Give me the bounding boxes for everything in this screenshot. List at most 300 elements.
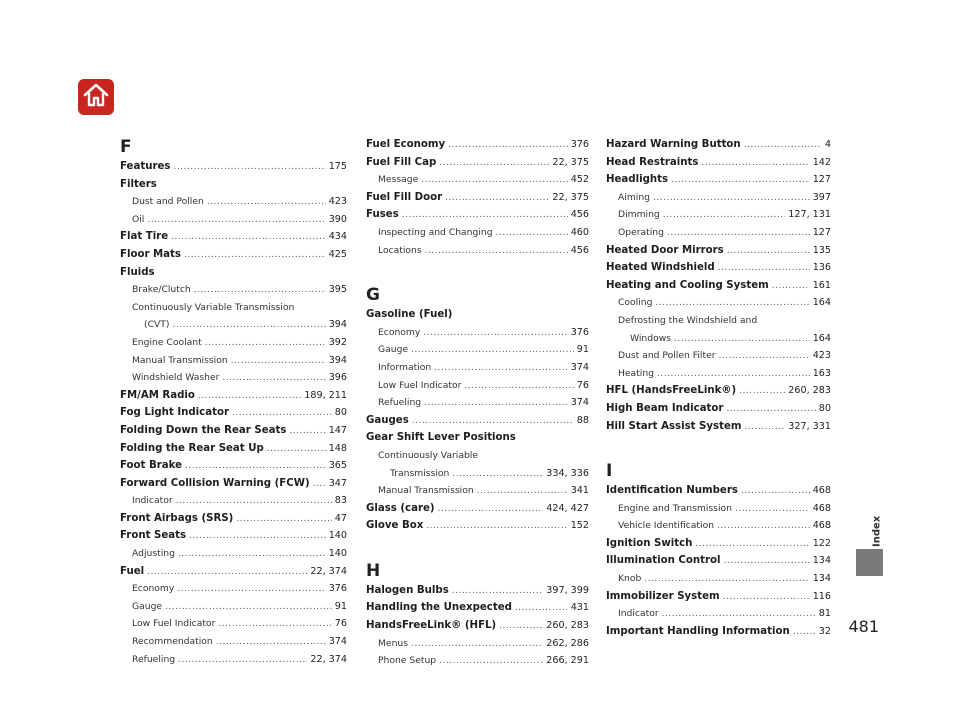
entry-label: Inspecting and Changing [378,226,493,238]
entry-label: Foot Brake [120,460,183,472]
dot-leader [231,353,326,371]
page-reference-link[interactable]: 164 [812,332,831,344]
index-entry[interactable] [120,387,347,405]
entry-label: Message [378,174,419,186]
section-letter: I [606,461,613,482]
index-subentry[interactable] [606,570,831,588]
page-reference-link[interactable]: 431 [570,602,589,614]
page-reference-link[interactable]: 376 [570,139,589,150]
page-reference-link[interactable]: 395 [328,284,347,296]
entry-label: Glass (care) [366,502,435,514]
page-reference-link[interactable]: 262, 286 [546,637,589,649]
page-reference-link[interactable]: 152 [570,520,589,532]
dot-leader [172,317,325,335]
page-reference-link[interactable]: 425 [328,248,347,260]
section-spacer [366,259,589,284]
index-entry[interactable] [606,259,831,277]
page-reference-link[interactable]: 189, 211 [304,389,347,401]
entry-label: Menus [378,637,409,649]
entry-label: Gauge [378,344,409,356]
dot-leader [421,172,567,190]
dot-leader [452,583,544,601]
dot-leader [402,207,568,225]
index-entry[interactable] [606,242,831,260]
page-reference-link[interactable]: 91 [576,344,589,356]
entry-label: Headlights [606,174,669,186]
entry-label: Manual Transmission [132,354,228,366]
page-reference-link[interactable]: 81 [818,608,831,620]
entry-label: Low Fuel Indicator [378,379,462,391]
dot-leader [499,618,543,636]
index-subentry [120,299,347,317]
entry-label: Folding the Rear Seat Up [120,442,264,454]
entry-label: Refueling [378,397,422,409]
page-reference-link[interactable]: 32 [818,625,831,637]
dot-leader [439,155,549,173]
dot-leader [178,546,326,564]
page-reference-link[interactable]: 22, 375 [552,156,589,168]
entry-label: Manual Transmission [378,485,474,497]
index-subentry[interactable] [366,482,589,500]
index-subentry[interactable] [606,365,831,383]
page-reference-link[interactable]: 460 [570,226,589,238]
index-entry[interactable] [606,552,831,570]
index-entry[interactable] [120,228,347,246]
index-subentry[interactable] [606,224,831,242]
entry-label: Halogen Bulbs [366,584,449,596]
entry-label: Refueling [132,653,176,665]
dot-leader [267,441,326,459]
page-reference-link[interactable]: 134 [812,555,831,567]
index-entry[interactable] [606,418,831,436]
page-reference-link[interactable]: 266, 291 [546,655,589,667]
dot-leader [171,229,326,247]
index-tab-block[interactable] [856,549,883,576]
page-reference-link[interactable]: 424, 427 [546,502,589,514]
entry-label: Windows [630,332,672,344]
page-reference-link[interactable]: 423 [812,350,831,362]
index-subentry[interactable] [606,189,831,207]
page-reference-link[interactable]: 341 [570,485,589,497]
index-entry[interactable] [606,171,831,189]
entry-label: Dust and Pollen Filter [618,350,716,362]
index-entry[interactable] [366,517,589,535]
page-reference-link[interactable]: 91 [334,600,347,612]
dot-leader [735,501,810,519]
entry-label: Gauge [132,600,163,612]
index-entry[interactable] [120,440,347,458]
entry-label: Folding Down the Rear Seats [120,424,287,436]
page-reference-link[interactable]: 365 [328,460,347,472]
index-entry[interactable] [120,422,347,440]
page-reference-link[interactable]: 22, 375 [552,191,589,203]
page-reference-link[interactable]: 374 [570,397,589,409]
dot-leader [222,370,325,388]
entry-label: Dimming [618,209,660,221]
dot-leader [147,212,325,230]
page-reference-link[interactable]: 136 [812,262,831,274]
index-entry[interactable] [606,482,831,500]
page-reference-link[interactable]: 394 [328,354,347,366]
page-reference-link[interactable]: 76 [334,618,347,630]
entry-label: Low Fuel Indicator [132,618,216,630]
page-reference-link[interactable]: 147 [328,424,347,436]
dot-leader [412,413,574,431]
index-subentry[interactable] [120,651,347,669]
entry-label: Fuses [366,209,399,221]
index-entry[interactable] [366,617,589,635]
page-reference-link[interactable]: 376 [328,583,347,595]
entry-label: Dust and Pollen [132,196,204,208]
entry-label: Knob [618,573,642,585]
index-entry[interactable] [120,246,347,264]
dot-leader [671,172,810,190]
page-reference-link[interactable]: 397 [812,191,831,203]
entry-label: Indicator [618,608,659,620]
page-reference-link[interactable]: 468 [812,502,831,514]
dot-leader [515,600,568,618]
entry-label: Important Handling Information [606,625,790,637]
entry-label: HFL (HandsFreeLink®) [606,385,737,397]
entry-label: Head Restraints [606,156,699,168]
page-reference-link[interactable]: 423 [328,196,347,208]
dot-leader [739,383,785,401]
entry-label: Gauges [366,414,409,426]
page-reference-link[interactable]: 116 [812,590,831,602]
dot-leader [657,366,810,384]
entry-label: Windshield Washer [132,372,220,384]
dot-leader [424,395,568,413]
index-subentry[interactable] [606,605,831,623]
dot-leader [793,624,816,642]
dot-leader [207,194,326,212]
entry-label: Recommendation [132,636,213,648]
entry-label: Engine Coolant [132,336,202,348]
dot-leader [464,378,573,396]
home-icon [82,82,110,112]
page-reference-link[interactable]: 4 [824,139,831,150]
dot-leader [313,476,326,494]
dot-leader [448,137,568,155]
section-spacer [606,435,831,460]
index-subentry[interactable] [606,517,831,535]
entry-label: Glove Box [366,520,424,532]
dot-leader [438,501,544,519]
dot-leader [194,282,326,300]
entry-label: Ignition Switch [606,537,693,549]
dot-leader [411,342,574,360]
page-reference-link[interactable]: 22, 374 [310,565,347,577]
index-entry[interactable] [606,535,831,553]
index-subentry [366,447,589,465]
page-reference-link[interactable]: 140 [328,530,347,542]
entry-label: Oil [132,213,145,225]
entry-label: Defrosting the Windshield and [618,314,758,326]
page-reference-link[interactable]: 376 [570,326,589,338]
dot-leader [176,493,332,511]
dot-leader [147,564,307,582]
page-reference-link[interactable]: 468 [812,485,831,497]
index-subentry[interactable] [366,359,589,377]
index-subentry[interactable] [120,211,347,229]
page-reference-link[interactable]: 83 [334,495,347,507]
index-subentry[interactable] [606,206,831,224]
index-entry[interactable] [606,588,831,606]
entry-label: Indicator [132,495,173,507]
dot-leader [452,466,543,484]
index-subentry[interactable] [120,545,347,563]
index-entry [366,429,589,447]
index-subentry[interactable] [120,615,347,633]
dot-leader [165,599,332,617]
index-entry[interactable] [606,277,831,295]
section-spacer [366,535,589,560]
page-reference-link[interactable]: 334, 336 [546,467,589,479]
page-reference-link[interactable]: 161 [812,279,831,291]
page-reference-link[interactable]: 390 [328,213,347,225]
index-subentry[interactable] [120,598,347,616]
entry-label: Gasoline (Fuel) [366,309,453,321]
index-column-2 [366,136,589,670]
page-reference-link[interactable]: 456 [570,209,589,221]
index-entry[interactable] [606,400,831,418]
page-reference-link[interactable]: 47 [334,512,347,524]
index-entry[interactable] [120,510,347,528]
entry-label: Forward Collision Warning (FCW) [120,477,310,489]
entry-label: Immobilizer System [606,590,720,602]
dot-leader [726,401,815,419]
dot-leader [439,653,543,671]
entry-label: Filters [120,178,157,190]
index-entry[interactable] [120,527,347,545]
dot-leader [717,518,810,536]
dot-leader [205,335,326,353]
page-reference-link[interactable]: 434 [328,231,347,243]
index-entry[interactable] [120,158,347,176]
page-reference-link[interactable]: 327, 331 [788,420,831,432]
dot-leader [434,360,568,378]
dot-leader [173,159,325,177]
dot-leader [198,388,301,406]
entry-label: Heating [618,367,655,379]
dot-leader [745,419,786,437]
index-entry[interactable] [366,412,589,430]
page-reference-link[interactable]: 122 [812,537,831,549]
page-reference-link[interactable]: 22, 374 [310,653,347,665]
section-letter: G [366,285,380,306]
page-reference-link[interactable]: 140 [328,548,347,560]
dot-leader [695,536,809,554]
dot-leader [411,636,543,654]
entry-label: Illumination Control [606,555,721,567]
dot-leader [723,589,810,607]
index-subentry[interactable] [606,500,831,518]
page-reference-link[interactable]: 260, 283 [788,385,831,397]
entry-label: Economy [132,583,175,595]
page-reference-link[interactable]: 148 [328,442,347,454]
entry-label: Fuel Economy [366,139,446,150]
entry-label: Vehicle Identification [618,520,715,532]
page-reference-link[interactable]: 374 [328,636,347,648]
index-subentry[interactable] [120,281,347,299]
index-subentry[interactable] [366,242,589,260]
page-reference-link[interactable]: 347 [328,477,347,489]
dot-leader [741,483,810,501]
entry-label: Heated Door Mirrors [606,244,724,256]
dot-leader [744,137,822,155]
index-entry[interactable] [120,404,347,422]
entry-label: Fluids [120,266,155,278]
page-reference-link[interactable]: 142 [812,156,831,168]
dot-leader [177,581,325,599]
dot-leader [719,348,810,366]
index-entry[interactable] [366,189,589,207]
index-entry[interactable] [366,136,589,154]
entry-label: Features [120,161,171,172]
index-entry [120,264,347,282]
index-subentry[interactable] [366,341,589,359]
entry-label: Transmission [390,467,450,479]
entry-label: Cooling [618,297,653,309]
index-entry[interactable] [120,457,347,475]
index-entry[interactable] [120,563,347,581]
index-entry[interactable] [366,582,589,600]
index-subentry[interactable] [120,316,347,334]
entry-label: Front Seats [120,530,187,542]
page-reference-link[interactable]: 456 [570,244,589,256]
index-subentry[interactable] [120,580,347,598]
dot-leader [236,511,331,529]
page-reference-link[interactable]: 135 [812,244,831,256]
index-column-3 [606,136,831,640]
page-reference-link[interactable]: 164 [812,297,831,309]
index-subentry[interactable] [606,347,831,365]
index-entry [120,176,347,194]
index-entry[interactable] [366,154,589,172]
page-reference-link[interactable]: 394 [328,319,347,331]
page-reference-link[interactable]: 127 [812,174,831,186]
entry-label: Operating [618,226,664,238]
index-entry[interactable] [606,382,831,400]
dot-leader [425,243,568,261]
page-number: 481 [848,617,879,636]
index-entry[interactable] [366,599,589,617]
index-subentry[interactable] [120,492,347,510]
dot-leader [423,325,567,343]
section-letter: H [366,560,381,581]
index-subentry[interactable] [606,294,831,312]
page-reference-link[interactable]: 127, 131 [788,209,831,221]
dot-leader [184,247,326,265]
page-reference-link[interactable]: 76 [576,379,589,391]
index-entry[interactable] [366,206,589,224]
entry-label: Fog Light Indicator [120,407,229,419]
index-subentry[interactable] [366,465,589,483]
index-subentry[interactable] [120,369,347,387]
index-subentry[interactable] [366,377,589,395]
dot-leader [289,423,325,441]
dot-leader [663,207,786,225]
dot-leader [667,225,810,243]
entry-label: Front Airbags (SRS) [120,512,234,524]
page-reference-link[interactable]: 175 [328,161,347,172]
entry-label: Locations [378,244,422,256]
entry-label: Floor Mats [120,248,181,260]
index-subentry[interactable] [366,394,589,412]
index-entry[interactable] [606,623,831,641]
entry-label: Gear Shift Lever Positions [366,432,516,444]
section-letter: F [120,137,132,157]
page-reference-link[interactable]: 80 [818,402,831,414]
index-subentry[interactable] [366,224,589,242]
index-subentry[interactable] [120,352,347,370]
entry-label: Handling the Unexpected [366,602,512,614]
side-tab-index-label[interactable]: Index [871,515,883,547]
dot-leader [185,458,326,476]
index-entry[interactable] [366,500,589,518]
dot-leader [426,518,567,536]
entry-label: Continuously Variable Transmission [132,301,295,313]
index-subentry[interactable] [120,633,347,651]
page-reference-link[interactable]: 88 [576,414,589,426]
dot-leader [655,295,809,313]
page-reference-link[interactable]: 80 [334,407,347,419]
entry-label: Identification Numbers [606,485,738,497]
page-reference-link[interactable]: 260, 283 [546,620,589,632]
entry-label: Adjusting [132,548,175,560]
home-button[interactable] [78,79,114,115]
entry-label: High Beam Indicator [606,402,724,414]
index-entry[interactable] [606,154,831,172]
dot-leader [644,571,809,589]
index-subentry[interactable] [120,193,347,211]
page-reference-link[interactable]: 392 [328,336,347,348]
index-subentry[interactable] [366,652,589,670]
dot-leader [653,190,810,208]
dot-leader [477,483,568,501]
index-subentry[interactable] [366,171,589,189]
entry-label: Hazard Warning Button [606,139,741,150]
index-entry[interactable] [606,136,831,154]
entry-label: Aiming [618,191,650,203]
entry-label: Flat Tire [120,231,169,243]
page-reference-link[interactable]: 397, 399 [546,584,589,596]
page-reference-link[interactable]: 452 [570,174,589,186]
dot-leader [718,260,810,278]
page-reference-link[interactable]: 468 [812,520,831,532]
dot-leader [178,652,307,670]
page-reference-link[interactable]: 134 [812,573,831,585]
index-entry[interactable] [120,475,347,493]
index-subentry[interactable] [606,330,831,348]
page-reference-link[interactable]: 163 [812,367,831,379]
dot-leader [496,225,568,243]
entry-label: Hill Start Assist System [606,420,742,432]
entry-label: Continuously Variable [378,449,478,461]
page-reference-link[interactable]: 127 [812,226,831,238]
page-reference-link[interactable]: 396 [328,372,347,384]
entry-label: FM/AM Radio [120,389,195,401]
index-subentry[interactable] [120,334,347,352]
index-subentry[interactable] [366,324,589,342]
page-reference-link[interactable]: 374 [570,361,589,373]
index-subentry[interactable] [366,635,589,653]
index-column-1 [120,136,347,668]
entry-label: (CVT) [144,319,170,331]
index-subentry [606,312,831,330]
entry-label: Phone Setup [378,655,437,667]
index-entry [366,306,589,324]
